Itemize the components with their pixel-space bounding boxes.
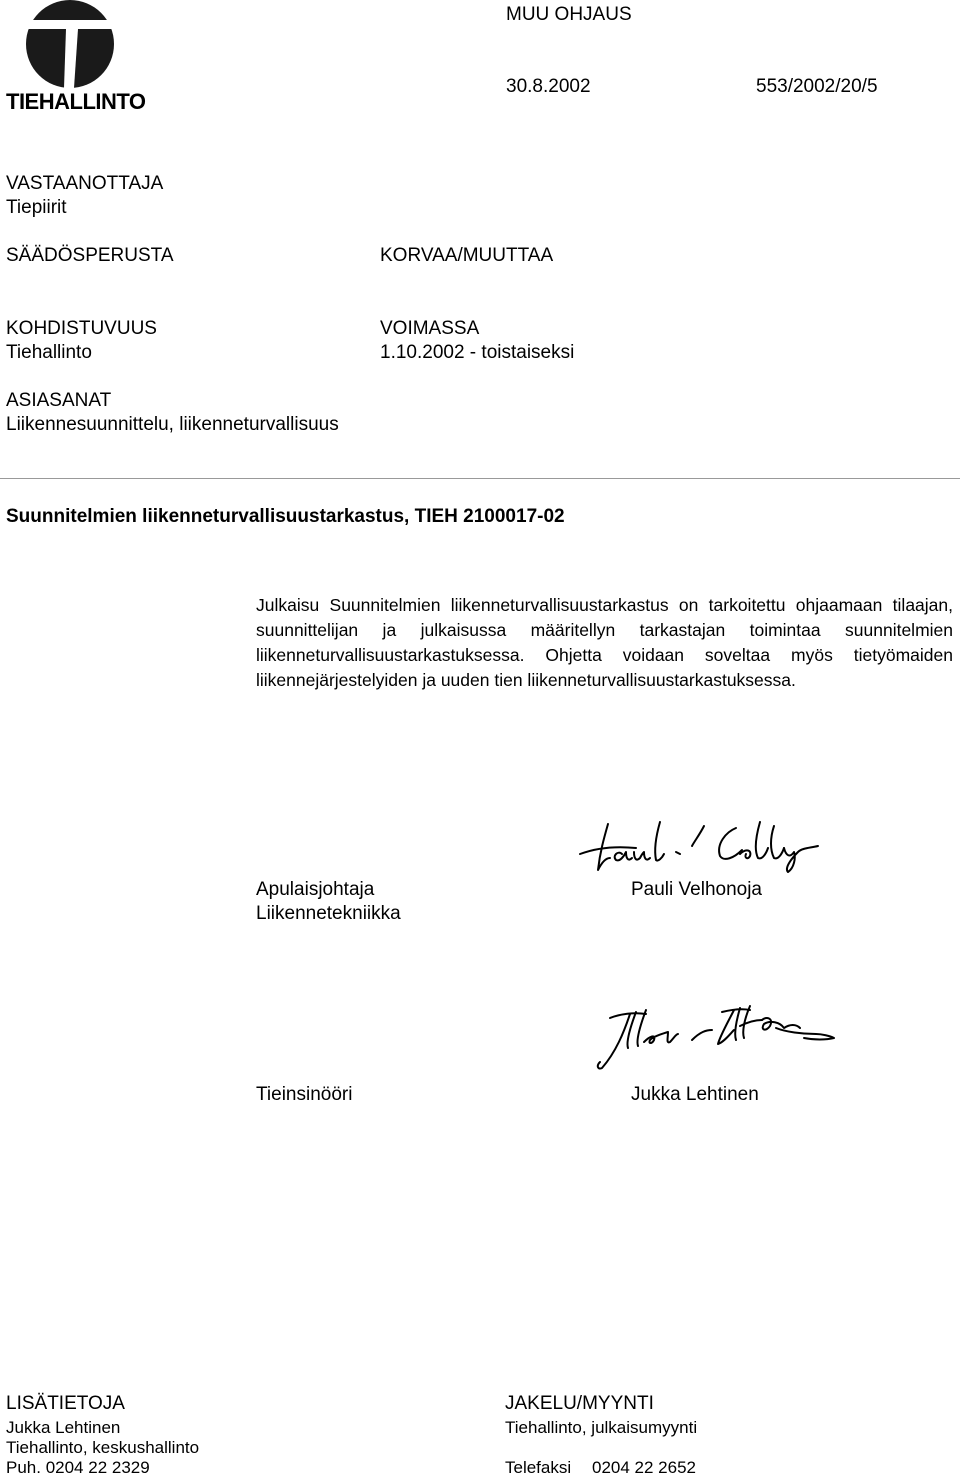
fax-label: Telefaksi [505, 1458, 572, 1477]
document-body: Julkaisu Suunnitelmien liikenneturvallisuustarkastus on tarkoitettu ohjaamaan tilaajan, suunnittelijan ja julkaisussa määritellyn tarkastajan toimintaa suunnitelmien liikenneturvallisuustarkastuksessa. Ohjetta voidaan soveltaa myös tietyömaiden liikennejärjestelyiden ja uuden tien liikenneturvallisuustarkastuksessa. [256, 595, 953, 690]
fax-value: 0204 22 2652 [592, 1458, 696, 1477]
signature-pauli-velhonoja-icon [576, 818, 826, 874]
distribution-label: JAKELU/MYYNTI [505, 1393, 654, 1414]
target-value: Tiehallinto [6, 342, 92, 363]
keywords-value: Liikennesuunnittelu, liikenneturvallisuus [6, 414, 339, 435]
signer1-title-line2: Liikennetekniikka [256, 903, 401, 924]
distribution-org: Tiehallinto, julkaisumyynti [505, 1418, 698, 1437]
signer1-name: Pauli Velhonoja [631, 879, 762, 900]
document-title: Suunnitelmien liikenneturvallisuustarkastus, TIEH 2100017-02 [6, 506, 565, 527]
legal-basis-label: SÄÄDÖSPERUSTA [6, 245, 174, 266]
logo-text: TIEHALLINTO [6, 89, 146, 114]
info-name: Jukka Lehtinen [6, 1418, 121, 1437]
document-date: 30.8.2002 [506, 76, 591, 97]
keywords-label: ASIASANAT [6, 390, 112, 411]
info-org: Tiehallinto, keskushallinto [6, 1438, 200, 1457]
signer2-name: Jukka Lehtinen [631, 1084, 759, 1105]
signer2-title: Tieinsinööri [256, 1084, 353, 1105]
replaces-label: KORVAA/MUUTTAA [380, 245, 554, 266]
divider [0, 478, 960, 479]
target-label: KOHDISTUVUUS [6, 318, 157, 339]
recipient-value: Tiepiirit [6, 197, 67, 218]
valid-label: VOIMASSA [380, 318, 480, 339]
valid-value: 1.10.2002 - toistaiseksi [380, 342, 575, 363]
signature-jukka-lehtinen-icon [590, 1002, 840, 1074]
document-number: 553/2002/20/5 [756, 76, 878, 97]
recipient-label: VASTAANOTTAJA [6, 173, 164, 194]
info-phone: Puh. 0204 22 2329 [6, 1458, 150, 1477]
signer1-title-line1: Apulaisjohtaja [256, 879, 375, 900]
info-label: LISÄTIETOJA [6, 1393, 125, 1414]
document-type: MUU OHJAUS [506, 4, 632, 25]
